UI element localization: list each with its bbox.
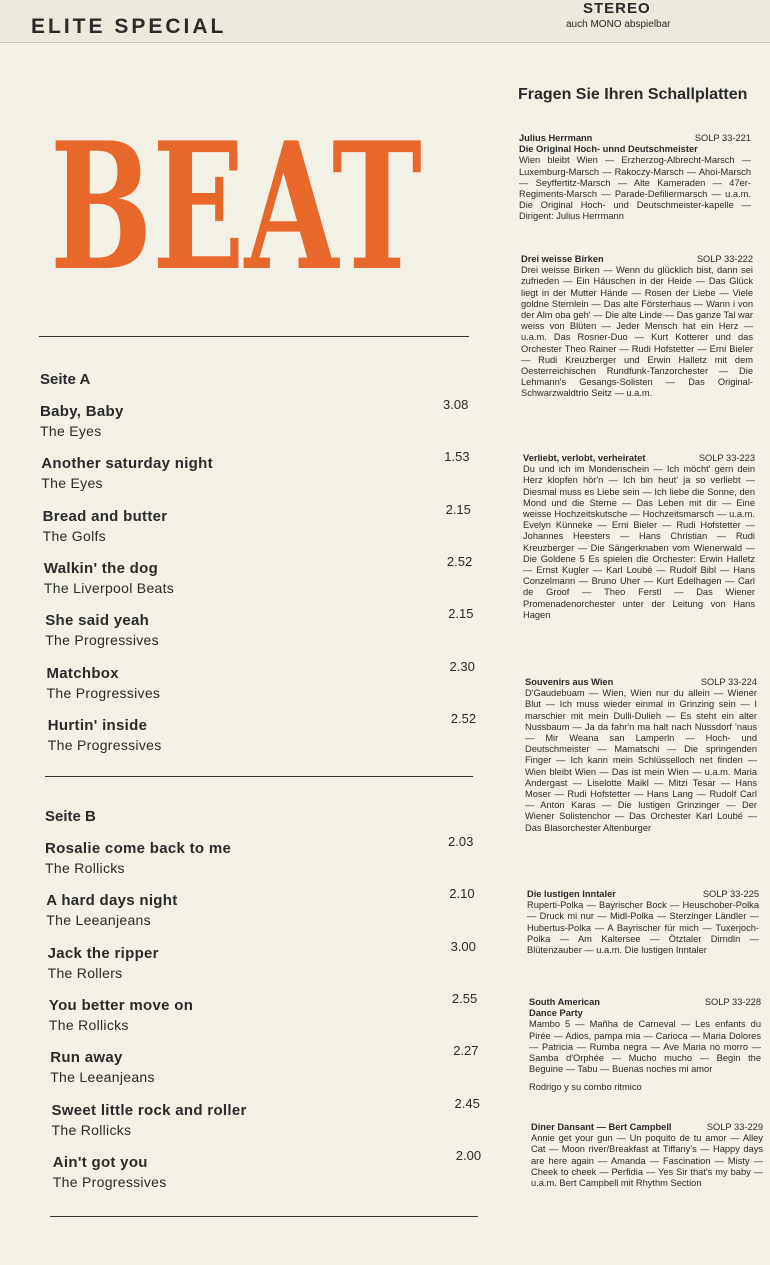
catalog-heading bbox=[529, 997, 761, 1008]
divider-top bbox=[39, 336, 469, 337]
track-duration: 2.27 bbox=[453, 1043, 479, 1059]
catalog-entry bbox=[531, 1122, 763, 1189]
catalog-heading bbox=[523, 453, 755, 464]
track-artist: The Rollicks bbox=[51, 1121, 132, 1138]
catalog-code: SOLP 33-224 bbox=[700, 677, 757, 687]
catalog-code: SOLP 33-228 bbox=[704, 997, 761, 1007]
track-title: A hard days night bbox=[46, 892, 178, 910]
catalog-heading-text: Diner Dansant — Bert Campbell bbox=[531, 1122, 672, 1132]
track-title: Rosalie come back to me bbox=[45, 840, 232, 857]
track-artist: The Eyes bbox=[41, 475, 103, 492]
track-row bbox=[0, 606, 480, 660]
catalog-body: Drei weisse Birken — Wenn du glücklich bist, dann sei zufrieden — Ein Häuschen in der Heide — Das Glück liegt in der Mutter Hände — Rosen der Liebe — Viele goldne Sternlein — Das alte Försterhaus — Wann i von der Alm oba geh' — Die alte Linde — Das ganze Tal war weiss von Blüten — Jeder Mensch hat ein Herz — u.a.m. Das Rosner-Duo — Kurt Kotterer und das Orchester Theo Rainer — Rudi Hofstetter — Erni Bieler — Rudi Kreuzberger und Erwin Halletz mit dem Oesterreichischen Rundfunk-Tanzorchester — Die Lehmann's Gesangs-Solisten — Das Original-Schwarzwaldtrio Seitz — u.a.m. bbox=[521, 265, 753, 399]
track-duration: 2.55 bbox=[451, 990, 478, 1006]
mono-note: auch MONO abspielbar bbox=[566, 19, 671, 30]
divider-middle bbox=[45, 776, 473, 777]
track-duration: 2.10 bbox=[449, 886, 475, 902]
catalog-heading-text: Die lustigen Inntaler bbox=[527, 889, 616, 899]
track-row bbox=[0, 553, 480, 608]
track-artist: The Progressives bbox=[46, 684, 161, 701]
side-b-title: Seite B bbox=[45, 808, 96, 825]
catalog-entry bbox=[521, 254, 753, 400]
track-row bbox=[0, 397, 480, 451]
track-row bbox=[0, 658, 480, 713]
catalog-code: SOLP 33-225 bbox=[702, 889, 759, 899]
track-title: Another saturday night bbox=[41, 455, 213, 473]
catalog-body: Ruperti-Polka — Bayrischer Bock — Heuschober-Polka — Druck mi nur — Midl-Polka — Sterzinger Ländler — Hubertus-Polka — A Bayrischer für mich — Tuxerjoch-Polka — Am Kaltersee — Ötztaler Dirndln — Blütenzauber — u.a.m. Die lustigen Inntaler bbox=[527, 900, 759, 956]
catalog-body: Mambo 5 — Mañha de Carneval — Les enfants du Pirée — Adios, pampa mia — Carioca — Maria Dolores — Patricia — Rumba negra — Ave Maria no morro — Samba d'Orphée — Mucho mucho — Begin the Beguine — Tabu — Buenas noches mi amor bbox=[529, 1019, 761, 1075]
track-title: She said yeah bbox=[45, 612, 150, 630]
track-duration: 2.15 bbox=[445, 501, 471, 517]
series-title: ELITE SPECIAL bbox=[31, 15, 227, 38]
track-title: Sweet little rock and roller bbox=[51, 1101, 247, 1119]
catalog-heading-text: Souvenirs aus Wien bbox=[525, 677, 614, 687]
track-artist: The Progressives bbox=[45, 632, 159, 649]
catalog-heading bbox=[525, 677, 757, 688]
track-title: Walkin' the dog bbox=[43, 559, 159, 577]
catalog-body: D'Gaudebuam — Wien, Wien nur du allein — Wiener Blut — Ich muss wieder einmal in Grinzing sein — I marschier mit mein Dulli-Dulieh — Es steht ein alter Nussbaum — Ja da fahr'n ma halt nach Nussdorf 'naus — Mir Weana san Lamperln — Hoch- und Deutschmeister — Mamatschi — Die springenden Finger — Ich kann mein Schlüsselloch net finden — Wien bleibt Wien — Das ist mein Wien — u.a.m. Maria Andergast — Liselotte Maikl — Mitzi Tesar — Hans Moser — Rudi Hofstetter — Hans Lang — Rudolf Carl — Anton Karas — Die lustigen Grinzinger — Der Wiener Solistenchor — Das Orchester Karl Loubé — Das Blasorchester Altenburger bbox=[525, 688, 757, 833]
catalog-entry bbox=[525, 677, 757, 834]
svg-text:BEAT: BEAT bbox=[50, 105, 422, 288]
catalog-heading-text: South American bbox=[529, 997, 600, 1007]
track-row bbox=[0, 501, 480, 556]
track-title: Hurtin' inside bbox=[47, 716, 148, 734]
track-row bbox=[0, 710, 480, 765]
catalog-body: Annie get your gun — Un poquito de tu amor — Alley Cat — Moon river/Breakfast at Tiffany's — Happy days are here again — Amanda — Fascination — Misty — Cheek to cheek — Perfidia — Yes Sir that's my baby — u.a.m. Bert Campbell mit Rhythm Section bbox=[531, 1133, 763, 1189]
track-duration: 2.00 bbox=[455, 1147, 482, 1163]
catalog-entry bbox=[523, 453, 755, 621]
track-row bbox=[0, 990, 480, 1045]
catalog-heading bbox=[519, 133, 751, 144]
catalog-entry bbox=[529, 997, 761, 1094]
track-row bbox=[0, 1095, 480, 1150]
track-title: Baby, Baby bbox=[40, 403, 124, 420]
catalog-body: Du und ich im Mondenschein — Ich möcht' gern dein Herz klopfen hör'n — Ich bin heut' ja so verliebt — Diesmal muss es Liebe sein — Ich liebe die Sonne, den Mond und die Sterne — Das Leben mit dir — Eine weisse Hochzeitskutsche — Hochzeitsmarsch — u.a.m. Evelyn Künneke — Erni Bieler — Rudi Hofstetter — Johannes Heesters — Hans Christian — Rudi Kreuzberger — Die Sängerknaben vom Wienerwald — Die Goldene 5 Es spielen die Orchester: Erwin Halletz — Ernst Kugler — Karl Loubé — Rudolf Bibl — Hans Conzelmann — Bruno Uher — Kurt Edelhagen — Carl de Groof — Theo Ferstl — Das Wiener Promenadenorchester unter der Leitung von Hans Hagen bbox=[523, 464, 755, 620]
catalog-entry bbox=[519, 133, 751, 223]
track-duration: 1.53 bbox=[444, 449, 470, 465]
track-title: Matchbox bbox=[46, 664, 119, 682]
catalog-heading bbox=[521, 254, 753, 265]
track-duration: 2.52 bbox=[450, 710, 477, 726]
track-duration: 2.03 bbox=[448, 834, 474, 849]
catalog-code: SOLP 33-222 bbox=[696, 254, 753, 264]
track-artist: The Rollicks bbox=[48, 1016, 129, 1033]
track-artist: The Eyes bbox=[40, 423, 102, 439]
track-row bbox=[0, 886, 480, 940]
track-title: You better move on bbox=[48, 996, 194, 1014]
track-duration: 2.30 bbox=[449, 658, 475, 674]
catalog-heading-text: Verliebt, verlobt, verheiratet bbox=[523, 453, 646, 463]
catalog-body: Wien bleibt Wien — Erzherzog-Albrecht-Marsch — Luxemburg-Marsch — Rakoczy-Marsch — Ahoi-Marsch — Seyffertitz-Marsch — Alte Kameraden — 47er-Regiments-Marsch — Parade-Defiliermarsch — u.a.m. Die Original Hoch- und Deutschmeister-kapelle — Dirigent: Julius Herrmann bbox=[519, 155, 751, 222]
catalog-heading bbox=[531, 1122, 763, 1133]
divider-bottom bbox=[50, 1216, 478, 1217]
side-a-title: Seite A bbox=[40, 371, 91, 388]
stereo-label: STEREO bbox=[583, 0, 651, 17]
beat-logo bbox=[46, 98, 426, 288]
catalog-title: Fragen Sie Ihren Schallplatten bbox=[518, 86, 748, 103]
track-title: Bread and butter bbox=[42, 507, 168, 525]
track-artist: The Leeanjeans bbox=[50, 1069, 155, 1086]
track-row bbox=[0, 449, 480, 503]
catalog-code: SOLP 33-223 bbox=[698, 453, 755, 463]
track-row bbox=[0, 834, 480, 888]
catalog-heading bbox=[527, 889, 759, 900]
catalog-subheading: Die Original Hoch- unnd Deutschmeister bbox=[519, 144, 698, 155]
catalog-heading-text: Julius Herrmann bbox=[519, 133, 593, 143]
track-duration: 2.15 bbox=[448, 606, 474, 622]
track-artist: The Leeanjeans bbox=[46, 912, 151, 929]
catalog-subheading: Dance Party bbox=[529, 1008, 583, 1019]
track-title: Jack the ripper bbox=[47, 944, 159, 962]
catalog-footer: Rodrigo y su combo ritmico bbox=[529, 1082, 642, 1093]
track-artist: The Progressives bbox=[47, 736, 162, 753]
catalog-entry bbox=[527, 889, 759, 956]
track-artist: The Progressives bbox=[52, 1173, 167, 1190]
track-duration: 2.45 bbox=[454, 1095, 480, 1111]
catalog-heading-text: Drei weisse Birken bbox=[521, 254, 604, 264]
track-title: Ain't got you bbox=[52, 1153, 148, 1171]
track-duration: 3.08 bbox=[443, 397, 469, 412]
catalog-code: SOLP 33-221 bbox=[694, 133, 751, 143]
track-row bbox=[0, 1043, 480, 1097]
track-row bbox=[0, 1147, 482, 1202]
track-duration: 3.00 bbox=[450, 938, 476, 954]
track-duration: 2.52 bbox=[446, 553, 473, 569]
track-artist: The Rollicks bbox=[45, 860, 125, 876]
catalog-code: SOLP 33-229 bbox=[706, 1122, 763, 1132]
track-artist: The Liverpool Beats bbox=[43, 579, 175, 596]
track-title: Run away bbox=[50, 1049, 123, 1067]
track-row bbox=[0, 938, 480, 993]
track-artist: The Rollers bbox=[47, 964, 123, 981]
track-artist: The Golfs bbox=[42, 527, 106, 544]
